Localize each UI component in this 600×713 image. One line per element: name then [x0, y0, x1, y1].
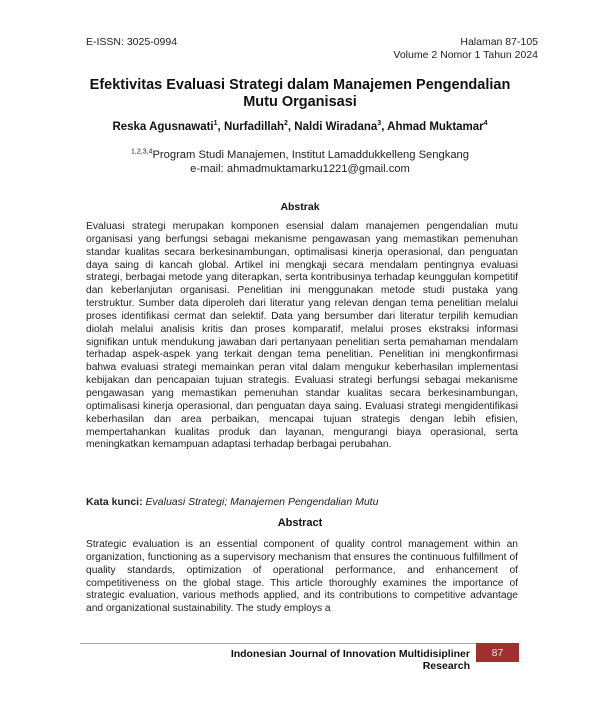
author-separator: ,	[287, 121, 295, 133]
issn-label: E-ISSN: 3025-0994	[86, 36, 178, 48]
article-title	[60, 77, 540, 111]
author-name: Ahmad Muktamar	[387, 121, 484, 133]
affiliation	[60, 148, 540, 162]
abstrak-heading: Abstrak	[280, 201, 320, 213]
author-name: Naldi Wiradana	[294, 121, 378, 133]
author-name: Reska Agusnawati	[112, 121, 214, 133]
footer-divider	[80, 643, 476, 644]
affiliation-sup: 1,2,3,4	[131, 148, 153, 156]
issue-info	[393, 36, 538, 62]
affiliation-text: Program Studi Manajemen, Institut Lamaddukkelleng Sengkang	[152, 149, 469, 161]
author	[294, 121, 387, 133]
volume-info: Volume 2 Nomor 1 Tahun 2024	[393, 49, 538, 61]
title-line-2: Mutu Organisasi	[243, 94, 357, 110]
title-line-1: Efektivitas Evaluasi Strategi dalam Manajemen Pengendalian	[89, 77, 511, 93]
author-separator: ,	[381, 121, 388, 133]
keywords-value: Evaluasi Strategi; Manajemen Pengendalian Mutu	[145, 496, 379, 508]
keywords-label: Kata kunci:	[86, 496, 143, 508]
author	[112, 121, 224, 133]
author-list	[60, 121, 540, 133]
page-number-badge: 87	[476, 643, 519, 662]
abstract-text: Strategic evaluation is an essential component of quality control management within an organization, functioning as a supervisory mechanism that ensures the continuous fulfillment of quality standards, optimization of operational performance, and enhancement of competitiveness on the global stage. This article thoroughly examines the importance of strategic evaluation, various methods applied, and its contributions to competitive advantage and organizational sustainability. The study employs a	[86, 539, 518, 615]
author-sup: 1	[213, 120, 218, 128]
footer-journal-name: Indonesian Journal of Innovation Multidisipliner Research	[230, 648, 470, 672]
author-sup: 2	[284, 120, 288, 128]
author	[224, 121, 294, 133]
keywords	[86, 496, 378, 508]
author-sup: 4	[483, 120, 488, 128]
page-range: Halaman 87-105	[460, 36, 538, 48]
author-email: e-mail: ahmadmuktamarku1221@gmail.com	[190, 163, 410, 175]
abstract-heading: Abstract	[277, 517, 323, 529]
affiliation-block	[60, 148, 540, 176]
author-separator: ,	[217, 121, 224, 133]
author	[387, 121, 487, 133]
author-name: Nurfadillah	[223, 121, 284, 133]
author-sup: 3	[377, 120, 382, 128]
abstrak-text: Evaluasi strategi merupakan komponen esensial dalam manajemen pengendalian mutu organisasi yang berfungsi sebagai mekanisme pengawasan yang memastikan pemenuhan standar kualitas secara berkesinambungan, optimalisasi kinerja operasional, dan penguatan daya saing di kancah global. Artikel ini mengkaji secara mendalam pentingnya evaluasi strategi, berbagai metode yang diterapkan, serta kontribusinya terhadap keunggulan kompetitif dan keberlanjutan organisasi. Penelitian ini menggunakan metode studi pustaka yang terstruktur. Sumber data diperoleh dari literatur yang relevan dengan tema penelitian melalui proses identifikasi cermat dan selektif. Data yang bersumber dari literatur terpilih kemudian diolah melalui analisis kritis dan proses komparatif, melalui proses ekstraksi informasi signifikan untuk mendukung jawaban dari pertanyaan penelitian serta pemahaman mendalam terhadap aspek-aspek yang terkait dengan tema penelitian. Penelitian ini mengkonfirmasi bahwa evaluasi strategi memainkan peran vital dalam mengukur keberhasilan implementasi kebijakan dan pencapaian tujuan strategis. Evaluasi strategi berfungsi sebagai mekanisme pengawasan yang memastikan pemenuhan standar kualitas secara berkesinambungan, optimalisasi kinerja operasional, dan penguatan daya saing. Evaluasi strategi mengidentifikasi keberhasilan dan area perbaikan, mencapai tujuan strategis dengan lebih efisien, mempertahankan kualitas produk dan layanan, mengurangi biaya operasional, serta meningkatkan kemampuan adaptasi terhadap berbagai perubahan.	[86, 221, 518, 451]
